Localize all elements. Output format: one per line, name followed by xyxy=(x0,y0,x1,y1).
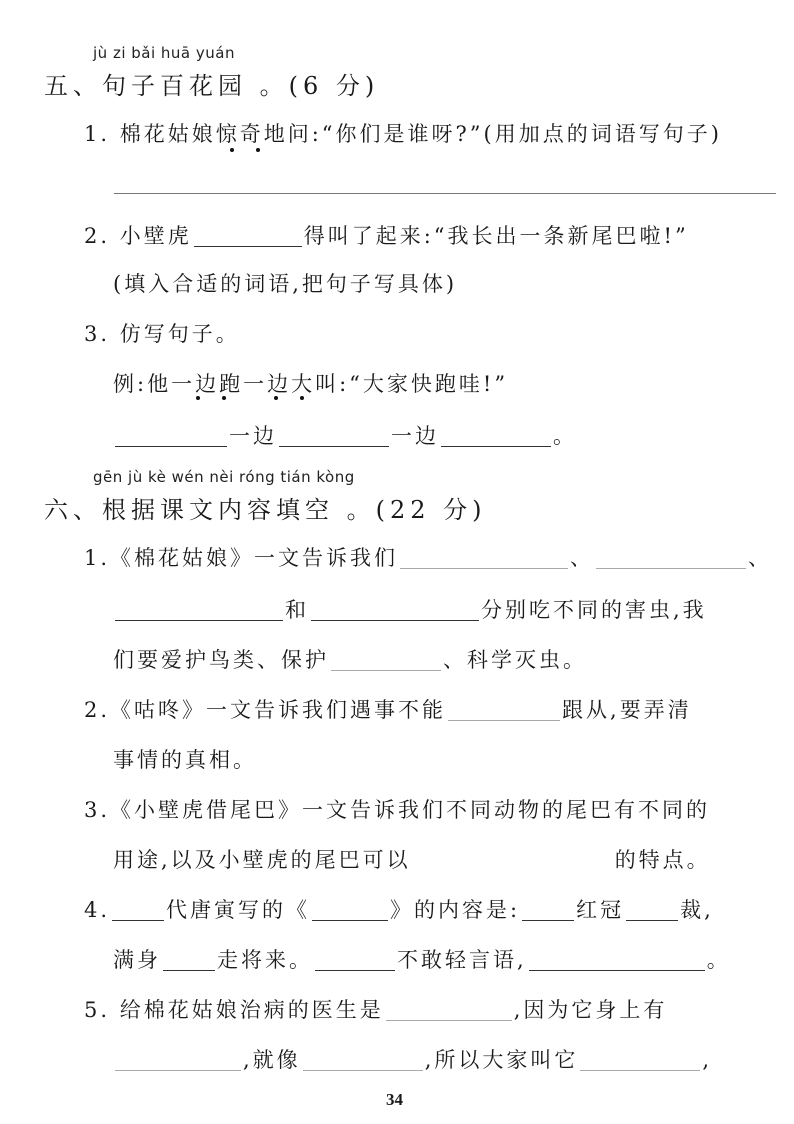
s6q4-end: 。 xyxy=(706,948,731,972)
s6q4-text-g: 走将来。 xyxy=(217,948,313,972)
section6-q1-line1 xyxy=(84,542,772,572)
blank-q3-3[interactable] xyxy=(441,424,551,447)
blank-q3-1[interactable] xyxy=(115,424,227,447)
s6q5-text-e: , xyxy=(702,1048,713,1072)
section6-title: 六、根据课文内容填空 。(22 分) xyxy=(44,496,487,524)
section6-q4-line1 xyxy=(84,894,714,924)
blank-s6q4-2[interactable] xyxy=(312,898,388,921)
blank-s6q4-1[interactable] xyxy=(112,898,164,921)
blank-s6q5-3[interactable] xyxy=(303,1048,423,1071)
blank-q2[interactable] xyxy=(194,224,302,247)
page-number: 34 xyxy=(386,1090,403,1109)
section5-q3: 3. 仿写句子。 xyxy=(84,322,240,346)
s6q4-text-f: 满身 xyxy=(113,948,161,972)
q3-end: 。 xyxy=(553,424,577,448)
section6-q2-line2: 事情的真相。 xyxy=(113,748,257,772)
s6q4-num: 4. xyxy=(84,898,111,922)
section6-q1-line3 xyxy=(113,644,587,674)
answer-line-q1[interactable] xyxy=(114,193,776,194)
blank-s6q1-3[interactable] xyxy=(115,598,283,621)
blank-s6q4-6[interactable] xyxy=(315,948,395,971)
blank-s6q5-4[interactable] xyxy=(580,1048,700,1071)
blank-s6q4-4[interactable] xyxy=(626,898,678,921)
q2-text-b: 得叫了起来:“我长出一条新尾巴啦!” xyxy=(303,224,689,248)
blank-s6q5-1[interactable] xyxy=(386,998,512,1021)
s6q4-text-e: 裁, xyxy=(680,898,714,922)
emphasis-dot xyxy=(230,148,234,152)
blank-s6q1-2[interactable] xyxy=(596,546,746,569)
s6q3-text-c: 的特点。 xyxy=(614,848,711,872)
s6q1-text-c: 们要爱护鸟类、保护 xyxy=(113,648,329,672)
emphasis-dot xyxy=(274,396,278,400)
s6q2-text-a: 2.《咕咚》一文告诉我们遇事不能 xyxy=(84,698,447,722)
section6-q4-line2 xyxy=(113,944,731,974)
section6-q2-line1 xyxy=(84,694,692,724)
s6q4-text-d: 红冠 xyxy=(576,898,625,922)
s6q4-text-h: 不敢轻言语, xyxy=(397,948,527,972)
section6-q5-line2 xyxy=(113,1044,712,1074)
section5-q2-instruction: (填入合适的词语,把句子写具体) xyxy=(113,272,458,296)
blank-s6q4-5[interactable] xyxy=(163,948,215,971)
s6q4-text-b: 代唐寅写的《 xyxy=(166,898,311,922)
q2-text-a: 2. 小壁虎 xyxy=(84,224,192,248)
section6-q3-line1: 3.《小壁虎借尾巴》一文告诉我们不同动物的尾巴有不同的 xyxy=(84,798,711,822)
section5-title: 五、句子百花园 。(6 分) xyxy=(44,72,380,100)
blank-s6q3[interactable] xyxy=(413,848,613,871)
s6q1-text-a: 1.《棉花姑娘》一文告诉我们 xyxy=(84,546,399,570)
section5-q2 xyxy=(84,220,689,250)
emphasis-dot xyxy=(256,148,260,152)
section5-q3-answer xyxy=(113,420,577,450)
emphasis-dot xyxy=(300,396,304,400)
s6q3-text-b: 用途,以及小壁虎的尾巴可以 xyxy=(113,848,411,872)
section5-q3-example: 例:他一边跑一边大叫:“大家快跑哇!” xyxy=(113,372,509,396)
s6q4-text-c: 》的内容是: xyxy=(390,898,521,922)
section6-q5-line1 xyxy=(84,994,667,1024)
s6q1-text-d: 、科学灭虫。 xyxy=(443,648,587,672)
s6q5-text-c: ,就像 xyxy=(243,1048,301,1072)
blank-s6q1-5[interactable] xyxy=(331,648,441,671)
q3-yibian-1: 一边 xyxy=(229,424,277,448)
section5-q1: 1. 棉花姑娘惊奇地问:“你们是谁呀?”(用加点的词语写句子) xyxy=(84,122,722,146)
blank-s6q4-3[interactable] xyxy=(522,898,574,921)
s6q1-sep-1: 、 xyxy=(570,546,595,570)
s6q2-text-b: 跟从,要弄清 xyxy=(562,698,692,722)
s6q1-text-b: 分别吃不同的害虫,我 xyxy=(481,598,707,622)
blank-s6q1-4[interactable] xyxy=(311,598,479,621)
s6q5-text-d: ,所以大家叫它 xyxy=(424,1048,579,1072)
section6-q3-line2 xyxy=(113,844,711,874)
section6-q1-line2 xyxy=(113,594,707,624)
q3-yibian-2: 一边 xyxy=(391,424,439,448)
emphasis-dot xyxy=(222,396,226,400)
s6q1-he: 和 xyxy=(285,598,309,622)
section6-pinyin: gēn jù kè wén nèi róng tián kòng xyxy=(93,468,355,486)
s6q5-text-a: 5. 给棉花姑娘治病的医生是 xyxy=(84,998,384,1022)
section5-pinyin: jù zi bǎi huā yuán xyxy=(93,44,235,62)
s6q5-text-b: ,因为它身上有 xyxy=(513,998,668,1022)
blank-q3-2[interactable] xyxy=(279,424,389,447)
emphasis-dot xyxy=(196,396,200,400)
s6q1-sep-2: 、 xyxy=(748,546,773,570)
blank-s6q1-1[interactable] xyxy=(400,546,568,569)
blank-s6q2[interactable] xyxy=(448,698,560,721)
blank-s6q4-7[interactable] xyxy=(529,948,705,971)
blank-s6q5-2[interactable] xyxy=(115,1048,241,1071)
